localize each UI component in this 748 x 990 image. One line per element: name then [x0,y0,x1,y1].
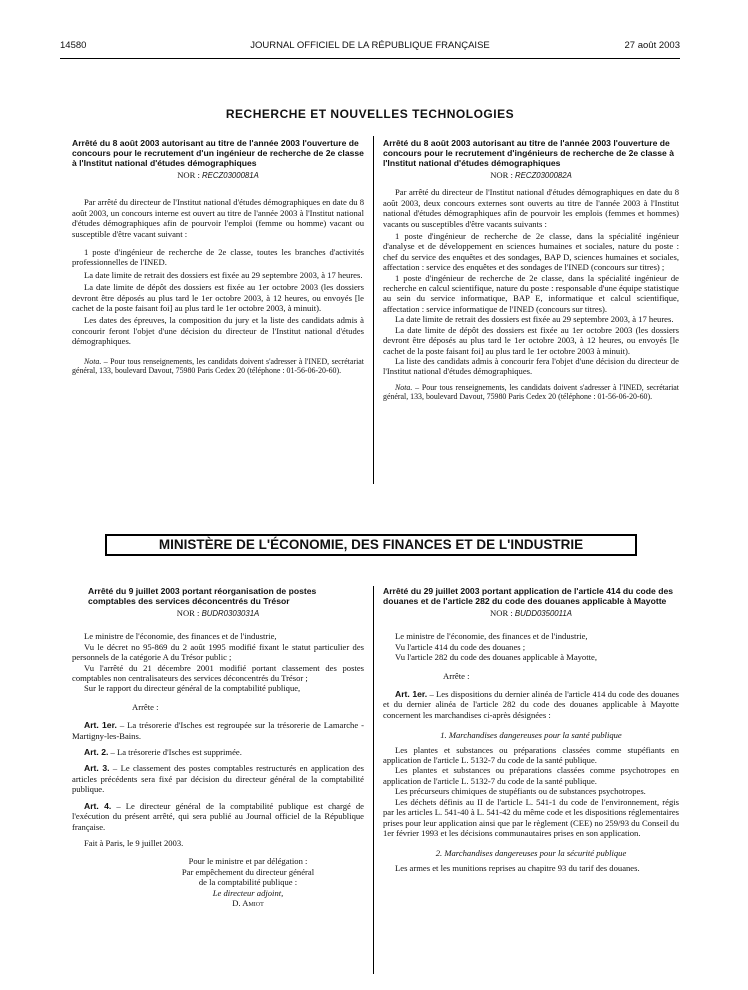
decree-ined-external [383,138,679,404]
intro-line: Le ministre de l'économie, des finances et de l'industrie, [84,631,277,642]
decree-douanes [383,586,679,873]
page-header [60,40,680,56]
nor-reference: NOR : BUDD0350011A [490,608,572,618]
paragraph: Les précurseurs chimiques de stupéfiants ou de substances psychotropes. [395,786,646,797]
nor-reference: NOR : RECZ0300081A [177,170,259,180]
signatory-name: D. Amiot [232,897,264,908]
nor-reference: NOR : BUDR0303031A [176,608,260,618]
subheading: 2. Marchandises dangereuses pour la sécurité publique [435,848,627,859]
intro-line: Vu l'article 414 du code des douanes ; [395,641,526,652]
column-divider [373,136,374,484]
journal-title: JOURNAL OFFICIEL DE LA RÉPUBLIQUE FRANÇAISE [250,40,490,51]
paragraph: 1 poste d'ingénieur de recherche de 2e classe, dans la spécialité ingénieur de recherche en calcul scientifique, nature du poste : responsable d'une équipe statistique au sein du service informatique, BAP E, informatique et calcul scientifique, affectation : service informatique de l'INED (concours sur titres). [383,272,679,314]
paragraph: Les plantes et substances ou préparations classées comme psychotropes en application de l'article L. 5132-7 du code de la santé publique. [383,765,679,786]
article: Art. 3. – Le classement des postes comptables restructurés en application des articles précédents sera fixé par décision du directeur général de la comptabilité publique. [72,763,365,795]
nor-reference: NOR : RECZ0300082A [490,170,572,180]
paragraph: Les déchets définis au II de l'article L. 541-1 du code de l'environnement, régis par les articles L. 541-40 à L. 541-42 du même code et les dispositions réglementaires prises pour leur application ainsi que par le règlement (CEE) no 259/93 du Conseil du 1er février 1993 et les décisions communautaires prises en son application. [383,796,679,838]
paragraph: Les dates des épreuves, la composition du jury et la liste des candidats admis à concourir feront l'objet d'une décision du directeur de l'Institut national d'études démographiques. [72,315,364,347]
paragraph: Les plantes et substances ou préparations classées comme stupéfiants en application de l'article L. 5132-7 du code de la santé publique. [383,744,679,766]
signature-line: Pour le ministre et par délégation : [188,856,308,867]
page-number: 14580 [60,40,87,51]
done-at: Fait à Paris, le 9 juillet 2003. [84,837,184,848]
paragraph: La date limite de dépôt des dossiers est fixée au 1er octobre 2003 (les dossiers devront être déposés au plus tard le 1er octobre 2003, à 12 heures, ou envoyés [le cachet de la poste faisant foi] au plus tard le 1er octobre 2003 à minuit). [383,324,679,356]
paragraph: La date limite de dépôt des dossiers est fixée au 1er octobre 2003 (les dossiers devront être déposés au plus tard le 1er octobre 2003, à 12 heures, ou envoyés [le cachet de la poste faisant foi] au plus tard le 1er octobre 2003, à minuit). [72,282,364,314]
paragraph: 1 poste d'ingénieur de recherche de 2e classe, dans la spécialité ingénieur d'analyse et de développement en sciences humaines et sociales, nature du poste : chef du service des enquêtes et des sondages, BAP D, sciences humaines et sociales, affectation : service des enquêtes et des sondages de l'INED (concours sur titres) ; [383,231,679,273]
paragraph: 1 poste d'ingénieur de recherche de 2e classe, toutes les branches d'activités professionnelles de l'INED. [72,247,364,268]
article: Art. 2. – La trésorerie d'Isches est supprimée. [84,747,242,758]
decree-body [72,197,364,346]
article: Art. 1er. – La trésorerie d'Isches est regroupée sur la trésorerie de Lamarche - Martigny-les-Bains. [72,720,364,741]
paragraph: Par arrêté du directeur de l'Institut national d'études démographiques en date du 8 août 2003, deux concours externes sont ouverts au titre de l'année 2003 à l'Institut national d'études démographiques afin de pourvoir les emplois (femmes et hommes) vacants ou susceptibles d'être vacants suivants : [383,187,679,229]
note: Nota. – Pour tous renseignements, les candidats doivent s'adresser à l'INED, secrétariat général, 133, boulevard Davout, 75980 Paris Cedex 20 (téléphone : 01-56-06-20-60). [383,382,679,402]
header-rule [60,58,680,59]
intro-line: Vu le décret no 95-869 du 2 août 1995 modifié fixant le statut particulier des personnels de la catégorie A du Trésor public ; [72,641,364,663]
paragraph: La date limite de retrait des dossiers est fixée au 29 septembre 2003, à 17 heures. [395,314,674,325]
arrete-label: Arrête : [443,670,470,681]
decree-ined-internal [72,138,364,378]
section-title-recherche: RECHERCHE ET NOUVELLES TECHNOLOGIES [225,107,515,121]
column-divider [373,586,374,974]
decree-title: Arrêté du 8 août 2003 autorisant au titre de l'année 2003 l'ouverture de concours pour le recrutement d'un ingénieur de recherche de 2e classe à l'Institut national d'études démographiques [72,138,364,168]
decree-title: Arrêté du 29 juillet 2003 portant application de l'article 414 du code des douanes et de l'article 282 du code des douanes applicable à Mayotte [383,586,674,606]
signature-line: Le directeur adjoint, [212,887,284,898]
arrete-label: Arrête : [132,701,159,712]
signature-line: de la comptabilité publique : [198,877,298,888]
intro-line: Sur le rapport du directeur général de la comptabilité publique, [84,683,301,694]
paragraph: La date limite de retrait des dossiers est fixée au 29 septembre 2003, à 17 heures. [84,269,363,280]
decree-tresor [72,586,364,908]
paragraph: Les armes et les munitions reprises au chapitre 93 du tarif des douanes. [395,862,640,873]
paragraph: La liste des candidats admis à concourir fera l'objet d'une décision du directeur de l'Institut national d'études démographiques. [383,355,679,377]
decree-title: Arrêté du 8 août 2003 autorisant au titre de l'année 2003 l'ouverture de concours pour le recrutement d'ingénieurs de recherche de 2e classe à l'Institut national d'études démographiques [383,138,674,168]
subheading: 1. Marchandises dangereuses pour la santé publique [440,730,622,741]
intro-line: Le ministre de l'économie, des finances et de l'industrie, [395,631,588,642]
article: Art. 4. – Le directeur général de la comptabilité publique est chargé de l'exécution du présent arrêté, qui sera publié au Journal officiel de la République française. [72,800,364,832]
section-title-ministere: MINISTÈRE DE L'ÉCONOMIE, DES FINANCES ET DE L'INDUSTRIE [105,534,637,556]
paragraph: Par arrêté du directeur de l'Institut national d'études démographiques en date du 8 août 2003, un concours interne est ouvert au titre de l'année 2003 à l'Institut national d'études démographiques afin de pourvoir l'emploi (femme ou homme) vacant ou susceptible d'être vacant suivant : [72,197,364,239]
issue-date: 27 août 2003 [624,40,680,51]
signature-line: Par empêchement du directeur général [181,866,315,877]
note: Nota. – Pour tous renseignements, les candidats doivent s'adresser à l'INED, secrétariat général, 133, boulevard Davout, 75980 Paris Cedex 20 (téléphone : 01-56-06-20-60). [72,356,364,376]
article: Art. 1er. – Les dispositions du dernier alinéa de l'article 414 du code des douanes et du dernier alinéa de l'article 282 du code des douanes applicable à Mayotte concernent les marchandises ci-après désignées : [383,689,679,720]
decree-body [383,187,679,376]
decree-title: Arrêté du 9 juillet 2003 portant réorganisation de postes comptables des services déconcentrés du Trésor [88,586,317,606]
intro-line: Vu l'article 282 du code des douanes applicable à Mayotte, [395,652,597,663]
intro-line: Vu l'arrêté du 21 décembre 2001 modifié portant classement des postes comptables non centralisateurs des services déconcentrés du Trésor ; [72,662,364,684]
